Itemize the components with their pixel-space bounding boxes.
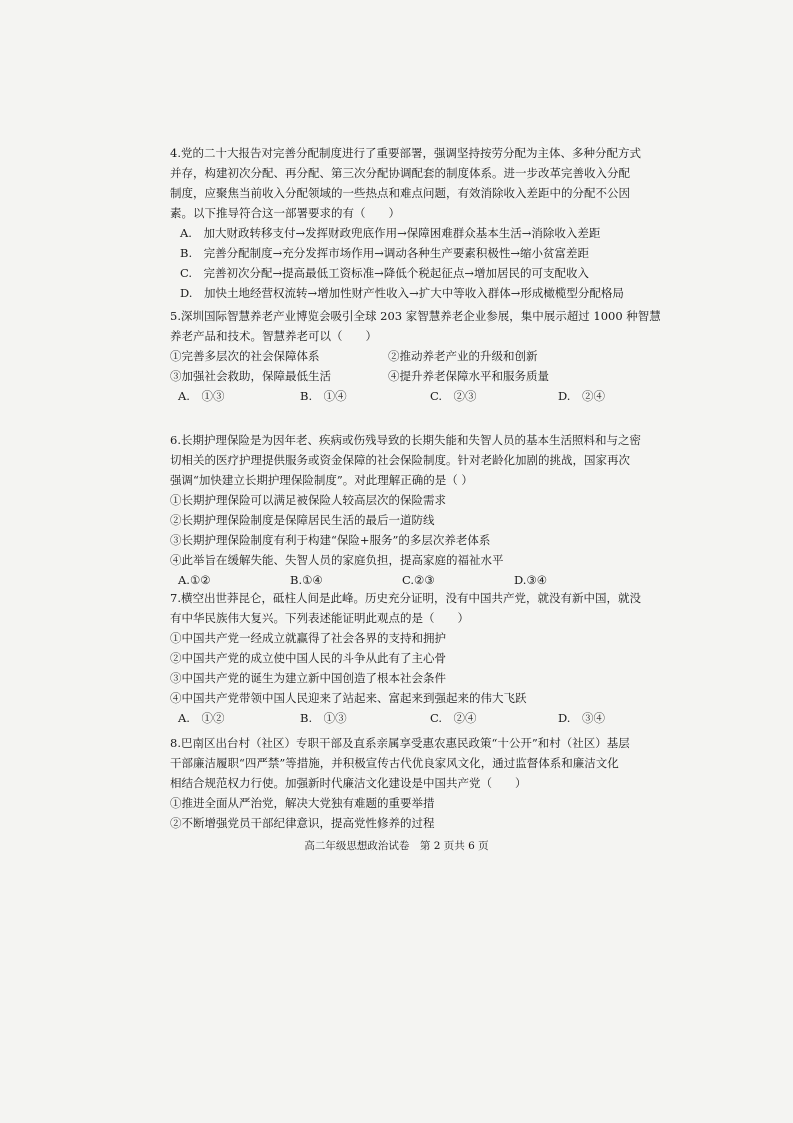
- question-4: [170, 143, 641, 303]
- question-stem-line: 切相关的医疗护理提供服务或资金保障的社会保险制度。针对老龄化加剧的挑战，国家再次: [170, 453, 630, 467]
- question-stem-line: 干部廉洁履职“四严禁”等措施，并积极宣传古代优良家风文化，通过监督体系和廉洁文化: [170, 756, 619, 770]
- option-c: C. 完善初次分配→提高最低工资标准→降低个税起征点→增加居民的可支配收入: [180, 266, 589, 280]
- question-stem-line: 素。以下推导符合这一部署要求的有（ ）: [170, 206, 400, 220]
- statement-4: ④此举旨在缓解失能、失智人员的家庭负担，提高家庭的福祉水平: [170, 553, 504, 567]
- question-stem-line: 5.深圳国际智慧养老产业博览会吸引全球 203 家智慧养老企业参展，集中展示超过 1000 种智慧: [170, 309, 661, 323]
- statement-2: ②长期护理保险制度是保障居民生活的最后一道防线: [170, 513, 435, 527]
- page-footer: 高二年级思想政治试卷 第 2 页共 6 页: [304, 840, 489, 852]
- question-8: [170, 733, 630, 833]
- question-stem-line: 4.党的二十大报告对完善分配制度进行了重要部署，强调坚持按劳分配为主体、多种分配方式: [170, 146, 641, 160]
- question-stem-line: 养老产品和技术。智慧养老可以（ ）: [170, 329, 377, 343]
- option-b: B.①④: [290, 573, 323, 587]
- statement-3: ③长期护理保险制度有利于构建“保险+服务”的多层次养老体系: [170, 533, 491, 547]
- question-7: [170, 588, 641, 728]
- question-stem-line: 相结合规范权力行使。加强新时代廉洁文化建设是中国共产党（ ）: [170, 776, 527, 790]
- statement-1: ①推进全面从严治党，解决大党独有难题的重要举措: [170, 796, 435, 810]
- question-stem-line: 有中华民族伟大复兴。下列表述能证明此观点的是（ ）: [170, 611, 469, 625]
- option-a: A.①②: [178, 573, 211, 587]
- option-b: B. ①④: [300, 389, 347, 403]
- statement-1: ①中国共产党一经成立就赢得了社会各界的支持和拥护: [170, 631, 446, 645]
- question-stem-line: 强调“加快建立长期护理保险制度”。对此理解正确的是（ ）: [170, 473, 473, 487]
- question-stem-line: 8.巴南区出台村（社区）专职干部及直系亲属享受惠农惠民政策“十公开”和村（社区）基层: [170, 736, 630, 750]
- statement-2: ②中国共产党的成立使中国人民的斗争从此有了主心骨: [170, 651, 446, 665]
- option-d: D. ②④: [558, 389, 605, 403]
- option-c: C.②③: [402, 573, 435, 587]
- option-c: C. ②③: [430, 389, 477, 403]
- statement-2: ②推动养老产业的升级和创新: [388, 349, 538, 363]
- option-a: A. ①②: [178, 711, 225, 725]
- option-a: A. 加大财政转移支付→发挥财政兜底作用→保障困难群众基本生活→消除收入差距: [180, 226, 601, 240]
- statement-1: ①长期护理保险可以满足被保险人较高层次的保险需求: [170, 493, 446, 507]
- statement-1: ①完善多层次的社会保障体系: [170, 349, 320, 363]
- statement-4: ④中国共产党带领中国人民迎来了站起来、富起来到强起来的伟大飞跃: [170, 691, 527, 705]
- option-d: D. ③④: [558, 711, 605, 725]
- question-6: [170, 430, 641, 590]
- question-5: [170, 306, 661, 406]
- option-d: D. 加快土地经营权流转→增加性财产性收入→扩大中等收入群体→形成橄榄型分配格局: [180, 286, 624, 300]
- option-c: C. ②④: [430, 711, 477, 725]
- question-stem-line: 制度，应聚焦当前收入分配领域的一些热点和难点问题，有效消除收入差距中的分配不公因: [170, 186, 630, 200]
- question-stem-line: 6.长期护理保险是为因年老、疾病或伤残导致的长期失能和失智人员的基本生活照料和与之密: [170, 433, 641, 447]
- option-b: B. ①③: [300, 711, 347, 725]
- option-d: D.③④: [514, 573, 548, 587]
- statement-3: ③中国共产党的诞生为建立新中国创造了根本社会条件: [170, 671, 446, 685]
- statement-4: ④提升养老保障水平和服务质量: [388, 369, 549, 383]
- statement-2: ②不断增强党员干部纪律意识，提高党性修养的过程: [170, 816, 435, 830]
- option-a: A. ①③: [178, 389, 225, 403]
- question-stem-line: 并存，构建初次分配、再分配、第三次分配协调配套的制度体系。进一步改革完善收入分配: [170, 166, 630, 180]
- statement-3: ③加强社会救助，保障最低生活: [170, 369, 331, 383]
- option-b: B. 完善分配制度→充分发挥市场作用→调动各种生产要素积极性→缩小贫富差距: [180, 246, 590, 260]
- question-stem-line: 7.横空出世莽昆仑，砥柱人间是此峰。历史充分证明，没有中国共产党，就没有新中国，就没: [170, 591, 641, 605]
